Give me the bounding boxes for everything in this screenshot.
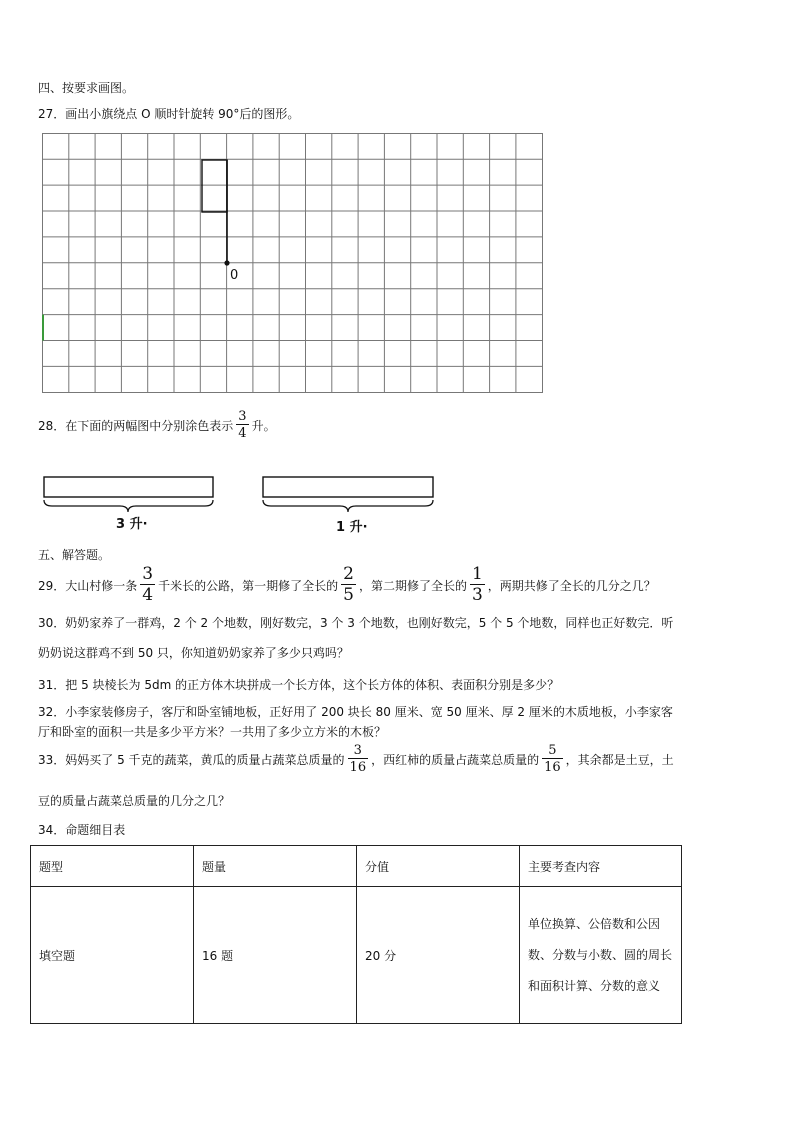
- fraction-numerator: 5: [548, 743, 557, 758]
- fraction-denominator: 4: [142, 585, 154, 605]
- fraction-denominator: 3: [471, 585, 483, 605]
- brace-1-liter: [263, 500, 433, 512]
- table-cell-type: 填空题: [31, 887, 194, 1024]
- fraction-3-4-km: [140, 566, 155, 604]
- question-32-line1: 32．小李家装修房子，客厅和卧室铺地板，正好用了 200 块长 80 厘米、宽 50 厘米、厚 2 厘米的木质地板，小李家客: [38, 705, 673, 719]
- question-29-part1: 29．大山村修一条: [38, 578, 138, 593]
- table-header-row: [31, 846, 682, 887]
- question-28-prefix: 28．在下面的两幅图中分别涂色表示: [38, 418, 234, 433]
- question-33-line1: [38, 744, 674, 774]
- table-cell-count: 16 题: [194, 887, 357, 1024]
- fraction-5-16: [542, 744, 563, 774]
- fraction-numerator: 3: [238, 409, 247, 424]
- fraction-numerator: 2: [343, 564, 354, 584]
- table-cell-score: 20 分: [357, 887, 520, 1024]
- fraction-numerator: 3: [353, 743, 362, 758]
- fraction-numerator: 1: [471, 564, 483, 584]
- table-header-cell: 主要考查内容: [520, 846, 682, 887]
- fraction-numerator: 3: [142, 564, 154, 584]
- grid-lines: [42, 133, 543, 393]
- fraction-1-3: [470, 566, 485, 604]
- fraction-denominator: 16: [544, 760, 561, 775]
- table-row: [31, 887, 682, 1024]
- question-28: [38, 410, 276, 440]
- rotation-point-o: [224, 260, 229, 265]
- flag-figure: [202, 160, 230, 266]
- question-30-line2: 奶奶说这群鸡不到 50 只，你知道奶奶家养了多少只鸡吗？: [38, 646, 349, 660]
- bar-3-liters-label: 3 升·: [116, 517, 148, 532]
- fraction-denominator: 5: [343, 585, 354, 605]
- question-30-line1: 30．奶奶家养了一群鸡，2 个 2 个地数，刚好数完，3 个 3 个地数，也刚好数完，5 个 5 个地数，同样也正好数完．听: [38, 616, 674, 630]
- fraction-denominator: 16: [349, 760, 367, 775]
- bar-3-liters[interactable]: [44, 477, 213, 497]
- question-33-part3: ，其余都是土豆，土: [565, 752, 674, 767]
- table-header-cell: 题型: [31, 846, 194, 887]
- table-header-cell: 分值: [357, 846, 520, 887]
- question-33-part1: 33．妈妈买了 5 千克的蔬菜，黄瓜的质量占蔬菜总质量的: [38, 752, 345, 767]
- question-29: [38, 566, 656, 604]
- question-33-part2: ，西红柿的质量占蔬菜总质量的: [371, 752, 540, 767]
- question-29-part3: ，第二期修了全长的: [358, 578, 467, 593]
- question-31: 31．把 5 块棱长为 5dm 的正方体木块拼成一个长方体，这个长方体的体积、表面积分别是多少？: [38, 678, 560, 692]
- drawing-grid: [42, 133, 546, 395]
- flag-rectangle: [202, 160, 227, 212]
- question-32-line2: 厅和卧室的面积一共是多少平方米？一共用了多少立方米的木板？: [38, 725, 387, 739]
- brace-3-liters: [44, 500, 213, 512]
- fraction-2-5: [341, 566, 356, 604]
- question-29-part2: 千米长的公路，第一期修了全长的: [158, 578, 339, 593]
- bar-1-liter-label: 1 升·: [336, 520, 368, 535]
- question-27: 27．画出小旗绕点 O 顺时针旋转 90°后的图形。: [38, 107, 300, 121]
- point-o-label: 0: [230, 268, 239, 283]
- question-34: 34．命题细目表: [38, 823, 126, 837]
- section-4-heading: 四、按要求画图。: [38, 81, 135, 95]
- spec-table: [30, 845, 682, 1024]
- question-28-suffix: 升。: [251, 418, 276, 433]
- question-33-line2: 豆的质量占蔬菜总质量的几分之几？: [38, 794, 231, 808]
- table-header-cell: 题量: [194, 846, 357, 887]
- question-29-part4: ，两期共修了全长的几分之几？: [487, 578, 656, 593]
- section-5-heading: 五、解答题。: [38, 548, 111, 562]
- fraction-3-4: [236, 410, 248, 440]
- fraction-3-16: [348, 744, 369, 774]
- fraction-denominator: 4: [238, 426, 247, 441]
- bar-1-liter[interactable]: [263, 477, 433, 497]
- table-cell-content: 单位换算、公倍数和公因数、分数与小数、圆的周长和面积计算、分数的意义: [520, 887, 682, 1024]
